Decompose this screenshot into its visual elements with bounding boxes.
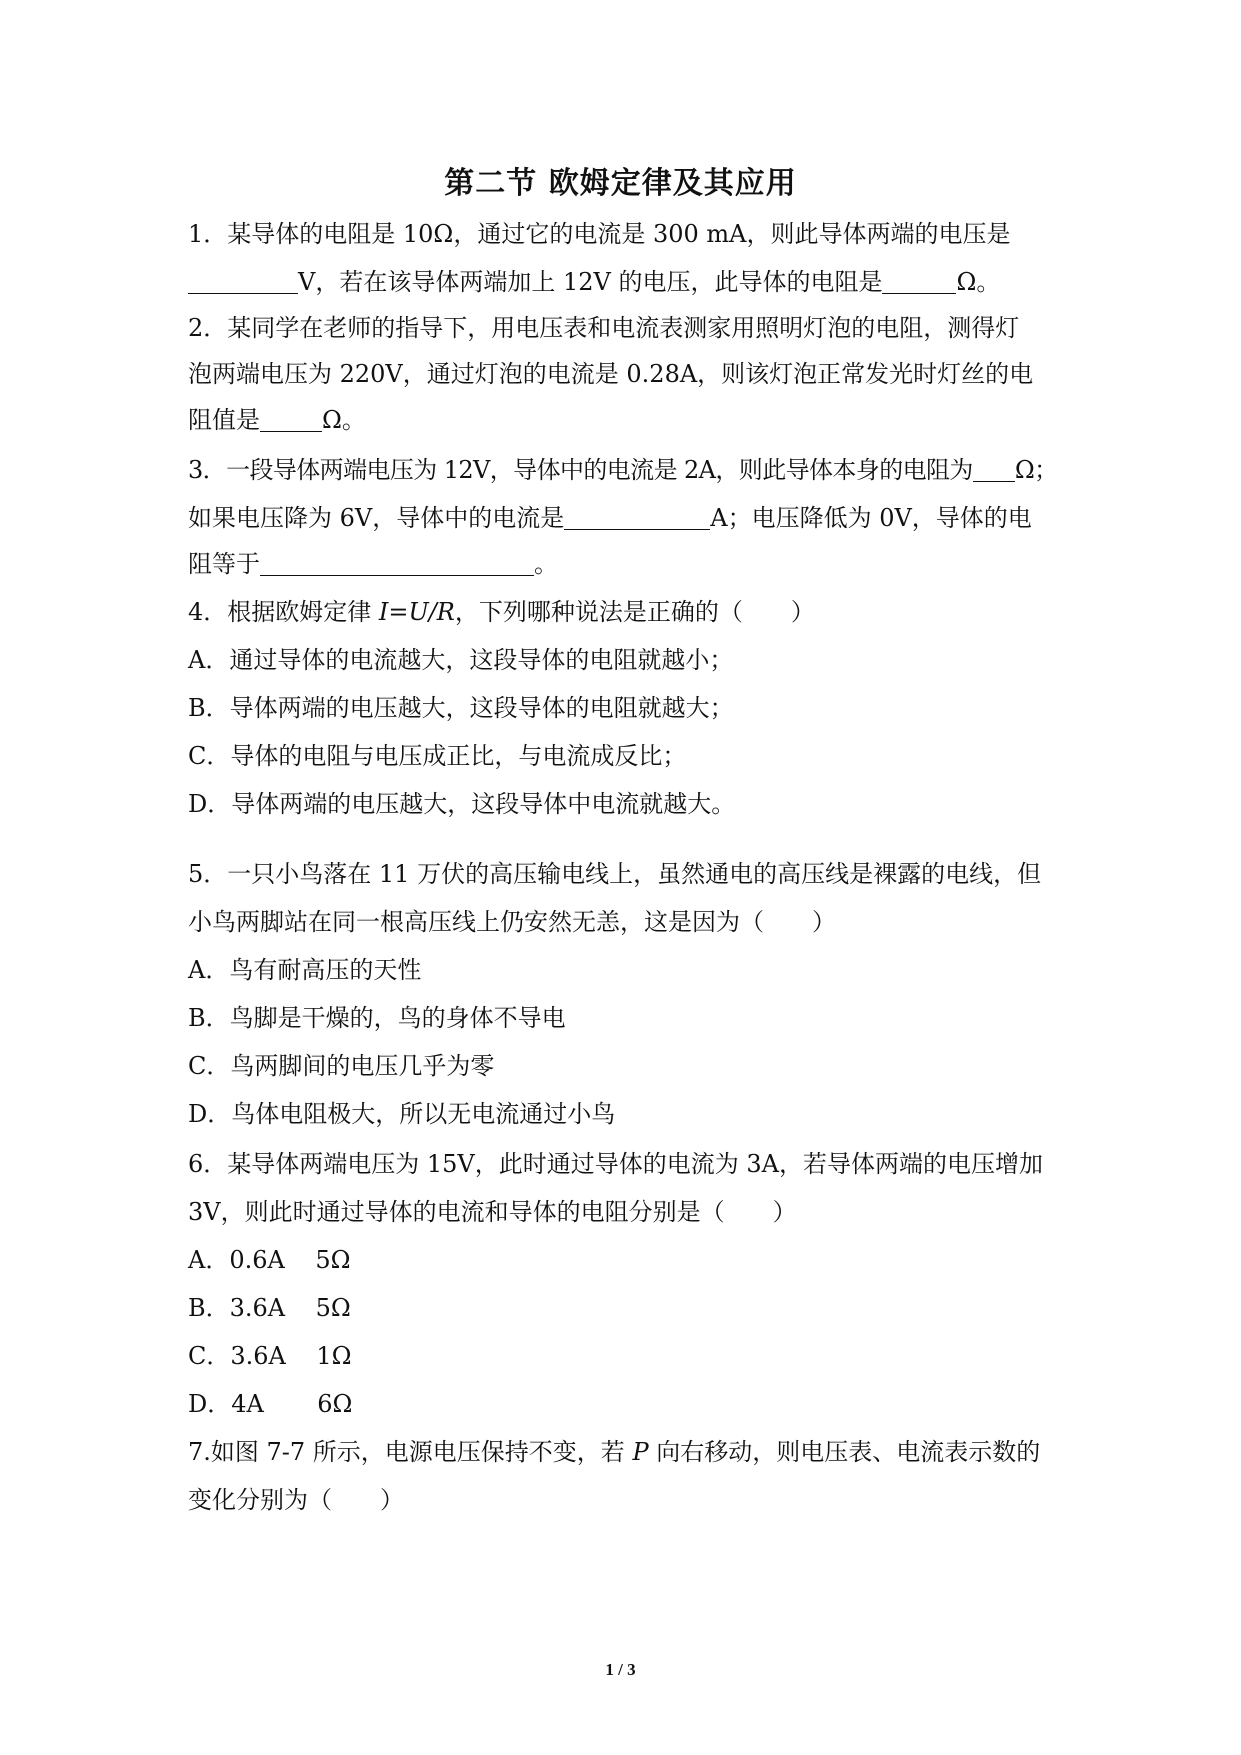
q3-text-d: A；电压降低为 0V，导体的电 (710, 504, 1032, 532)
q1-line2 (188, 266, 1068, 298)
q2-line1: 2．某同学在老师的指导下，用电压表和电流表测家用照明灯泡的电阻，测得灯 (188, 314, 1020, 342)
q3-line2 (188, 502, 1068, 534)
q7-line1 (188, 1436, 1068, 1468)
q7-text-a: 7.如图 7-7 所示，电源电压保持不变，若 (188, 1438, 633, 1466)
page-title: 第二节 欧姆定律及其应用 (444, 166, 797, 201)
q2-text-a: 阻值是 (188, 406, 260, 434)
q2-line3 (188, 404, 1068, 436)
ohms-law-formula: I=U/R (378, 598, 455, 626)
q6-line2: 3V，则此时通过导体的电流和导体的电阻分别是（ ） (188, 1198, 797, 1226)
q1-text-b: Ω。 (956, 268, 1001, 296)
answer-blank[interactable] (260, 551, 534, 576)
q6-option-c: C．3.6A 1Ω (188, 1342, 352, 1370)
q5-option-b: B．鸟脚是干燥的，鸟的身体不导电 (188, 1004, 566, 1032)
q1-text-a: V，若在该导体两端加上 12V 的电压，此导体的电阻是 (298, 268, 883, 296)
page-number: 1 / 3 (605, 1660, 636, 1679)
answer-blank[interactable] (973, 457, 1015, 482)
q4-option-d: D．导体两端的电压越大，这段导体中电流就越大。 (188, 790, 736, 818)
q4-stem (188, 596, 1068, 628)
q3-text-f: 。 (534, 550, 558, 578)
q7-line2: 变化分别为（ ） (188, 1486, 404, 1514)
slider-variable: P (632, 1438, 649, 1466)
q5-option-d: D．鸟体电阻极大，所以无电流通过小鸟 (188, 1100, 616, 1128)
q6-line1: 6．某导体两端电压为 15V，此时通过导体的电流为 3A，若导体两端的电压增加 (188, 1150, 1043, 1178)
q4-option-c: C．导体的电阻与电压成正比，与电流成反比； (188, 742, 687, 770)
q3-text-b: Ω； (1014, 456, 1058, 484)
q1-line1: 1．某导体的电阻是 10Ω，通过它的电流是 300 mA，则此导体两端的电压是 (188, 220, 1011, 248)
q5-line1: 5．一只小鸟落在 11 万伏的高压输电线上，虽然通电的高压线是裸露的电线，但 (188, 860, 1042, 888)
q3-line3 (188, 548, 1068, 580)
q7-text-b: 向右移动，则电压表、电流表示数的 (648, 1438, 1041, 1466)
q5-option-a: A．鸟有耐高压的天性 (188, 956, 422, 984)
q3-text-e: 阻等于 (188, 550, 260, 578)
q6-option-b: B．3.6A 5Ω (188, 1294, 351, 1322)
q6-option-a: A．0.6A 5Ω (188, 1246, 351, 1274)
q6-option-d: D．4A 6Ω (188, 1390, 353, 1418)
q4-option-a: A．通过导体的电流越大，这段导体的电阻就越小； (188, 646, 734, 674)
q2-text-b: Ω。 (322, 406, 366, 434)
q3-line1 (188, 454, 1068, 486)
q5-line2: 小鸟两脚站在同一根高压线上仍安然无恙，这是因为（ ） (188, 908, 836, 936)
q4-option-b: B．导体两端的电压越大，这段导体的电阻就越大； (188, 694, 734, 722)
answer-blank[interactable] (564, 505, 710, 530)
q4-stem-b: ，下列哪种说法是正确的（ ） (454, 598, 815, 626)
q5-option-c: C．鸟两脚间的电压几乎为零 (188, 1052, 495, 1080)
q2-line2: 泡两端电压为 220V，通过灯泡的电流是 0.28A，则该灯泡正常发光时灯丝的电 (188, 360, 1034, 388)
q4-stem-a: 4．根据欧姆定律 (188, 598, 379, 626)
answer-blank[interactable] (188, 269, 298, 294)
q3-text-c: 如果电压降为 6V，导体中的电流是 (188, 504, 565, 532)
answer-blank[interactable] (882, 269, 956, 294)
answer-blank[interactable] (260, 407, 322, 432)
q3-text-a: 3．一段导体两端电压为 12V，导体中的电流是 2A，则此导体本身的电阻为 (188, 456, 973, 484)
